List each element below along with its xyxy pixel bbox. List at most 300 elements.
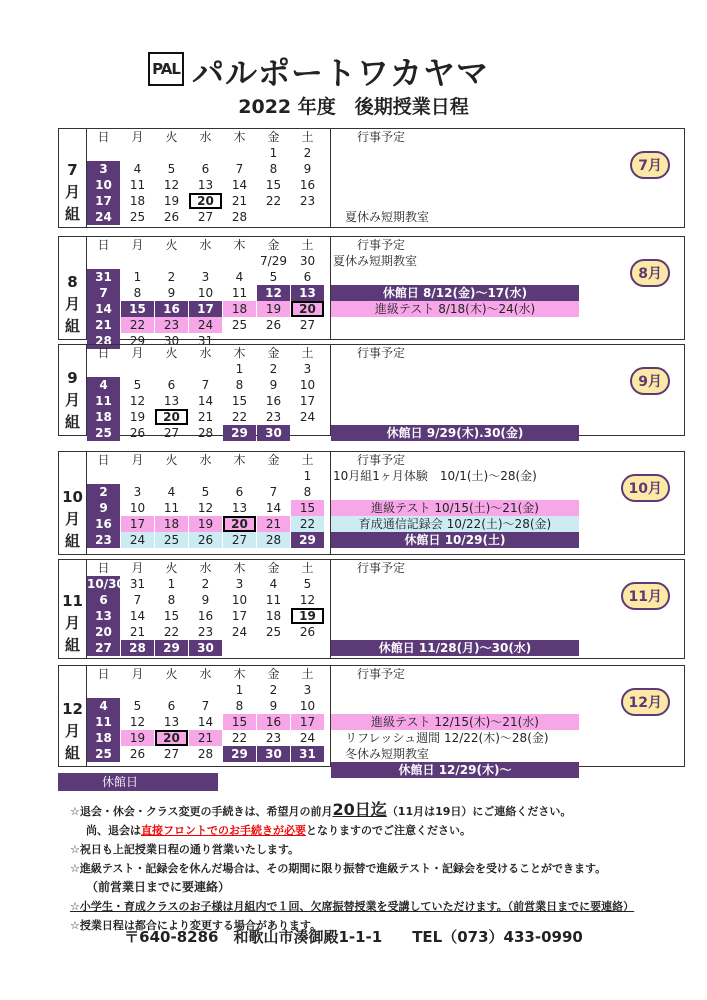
events-header: 行事予定 <box>357 667 406 681</box>
day-cell: 1 <box>133 270 142 284</box>
day-cell: 11 <box>87 714 120 730</box>
note-4: ☆進級テスト・記録会を休んだ場合は、その期間に限り振替で進級テスト・記録会を受けることができます。 <box>70 862 607 875</box>
day-cell: 13 <box>197 178 214 192</box>
weekday-label: 土 <box>301 346 314 360</box>
event-item: 夏休み短期教室 <box>345 210 430 224</box>
day-cell: 20 <box>223 516 256 532</box>
day-cell: 5 <box>303 577 312 591</box>
month-illustration: 12月 <box>621 688 670 716</box>
day-cell: 24 <box>299 731 316 745</box>
day-cell: 2 <box>269 362 278 376</box>
day-cell: 15 <box>231 394 248 408</box>
weekday-label: 金 <box>267 238 280 252</box>
day-cell: 23 <box>87 532 120 548</box>
weekday-label: 土 <box>301 238 314 252</box>
weekday-label: 水 <box>199 130 212 144</box>
weekday-label: 水 <box>199 453 212 467</box>
month-label-char: 組 <box>64 636 80 654</box>
day-cell: 4 <box>133 162 142 176</box>
day-cell: 27 <box>299 318 316 332</box>
event-item: 休館日 9/29(木).30(金) <box>331 425 579 441</box>
day-cell: 25 <box>155 532 188 548</box>
day-cell <box>155 253 188 269</box>
events-header: 行事予定 <box>357 453 406 467</box>
week-row <box>87 746 325 762</box>
day-cell: 28 <box>121 640 154 656</box>
events-column <box>330 129 684 227</box>
day-cell: 12 <box>257 285 290 301</box>
day-cell <box>189 361 222 377</box>
weekday-label: 水 <box>199 561 212 575</box>
day-cell: 10/30 <box>87 577 125 591</box>
day-cell: 29 <box>129 334 146 348</box>
events-column <box>330 452 684 554</box>
events-column <box>330 666 684 777</box>
day-cell: 7/29 <box>260 254 287 268</box>
events-header: 行事予定 <box>357 238 406 252</box>
day-cell <box>223 253 256 269</box>
weekday-label: 木 <box>233 346 246 360</box>
weekday-label: 火 <box>165 453 178 467</box>
weekday-label: 火 <box>165 667 178 681</box>
day-cell: 25 <box>87 746 120 762</box>
month-label-char: 11 <box>62 592 83 610</box>
day-cell: 22 <box>231 731 248 745</box>
week-row <box>87 608 325 624</box>
day-cell <box>155 682 188 698</box>
day-cell: 11 <box>129 178 146 192</box>
day-cell: 7 <box>87 285 120 301</box>
day-cell: 17 <box>299 394 316 408</box>
day-cell: 12 <box>163 178 180 192</box>
week-row <box>87 640 325 656</box>
day-cell: 13 <box>231 501 248 515</box>
day-cell: 21 <box>189 730 222 746</box>
weekday-header <box>87 129 325 145</box>
weekday-label: 土 <box>301 667 314 681</box>
day-cell: 31 <box>87 269 120 285</box>
month-label-char: 組 <box>64 413 80 431</box>
month-block <box>58 451 685 555</box>
month-label <box>59 345 87 435</box>
day-cell: 1 <box>235 683 244 697</box>
day-cell <box>87 145 120 161</box>
day-cell: 24 <box>231 625 248 639</box>
day-cell: 25 <box>87 425 120 441</box>
day-cell: 6 <box>167 378 176 392</box>
day-cell: 9 <box>201 593 210 607</box>
month-block <box>58 559 685 659</box>
day-cell: 27 <box>163 747 180 761</box>
day-cell: 2 <box>87 484 120 500</box>
day-cell: 2 <box>303 146 312 160</box>
month-block <box>58 128 685 228</box>
day-cell: 28 <box>231 210 248 224</box>
day-cell: 1 <box>303 469 312 483</box>
day-cell: 13 <box>87 608 120 624</box>
day-cell: 31 <box>129 577 146 591</box>
day-cell: 20 <box>291 301 324 317</box>
day-cell: 31 <box>197 334 214 348</box>
day-cell <box>189 468 222 484</box>
event-item: 進級テスト 12/15(木)～21(水) <box>331 714 579 730</box>
event-item: 休館日 11/28(月)～30(水) <box>331 640 579 656</box>
day-cell: 5 <box>201 485 210 499</box>
week-row <box>87 730 325 746</box>
month-label-char: 8 <box>67 273 78 291</box>
day-cell: 15 <box>121 301 154 317</box>
month-label-char: 組 <box>64 317 80 335</box>
day-cell: 26 <box>129 747 146 761</box>
day-cell: 10 <box>129 501 146 515</box>
day-cell: 18 <box>223 301 256 317</box>
day-cell: 10 <box>299 699 316 713</box>
weekday-label: 日 <box>97 453 110 467</box>
day-cell: 18 <box>87 730 120 746</box>
day-cell: 12 <box>197 501 214 515</box>
weekday-label: 金 <box>267 667 280 681</box>
day-cell: 29 <box>223 425 256 441</box>
month-illustration: 9月 <box>630 367 670 395</box>
day-cell: 8 <box>269 162 278 176</box>
day-cell: 21 <box>197 410 214 424</box>
weekday-header <box>87 452 325 468</box>
day-cell: 10 <box>299 378 316 392</box>
day-cell <box>121 145 154 161</box>
day-cell: 27 <box>163 426 180 440</box>
day-cell <box>87 682 120 698</box>
week-row <box>87 161 325 177</box>
weekday-label: 土 <box>301 453 314 467</box>
day-cell: 20 <box>87 624 120 640</box>
day-cell: 23 <box>265 731 282 745</box>
day-cell: 23 <box>197 625 214 639</box>
weekday-label: 火 <box>165 130 178 144</box>
day-cell: 24 <box>121 532 154 548</box>
day-cell <box>223 468 256 484</box>
day-cell <box>121 468 154 484</box>
month-label-char: 組 <box>64 205 80 223</box>
day-cell: 30 <box>299 254 316 268</box>
week-row <box>87 698 325 714</box>
weekday-header <box>87 237 325 253</box>
day-cell: 14 <box>265 501 282 515</box>
day-cell: 11 <box>231 286 248 300</box>
day-cell: 14 <box>231 178 248 192</box>
day-cell <box>121 361 154 377</box>
weekday-label: 日 <box>97 346 110 360</box>
weekday-label: 火 <box>165 346 178 360</box>
day-cell: 22 <box>231 410 248 424</box>
event-item: 休館日 10/29(土) <box>331 532 579 548</box>
month-illustration: 7月 <box>630 151 670 179</box>
day-cell: 7 <box>235 162 244 176</box>
events-header: 行事予定 <box>357 346 406 360</box>
day-grid <box>87 452 325 548</box>
day-cell: 15 <box>291 500 324 516</box>
event-item: リフレッシュ週間 12/22(木)～28(金) <box>345 731 549 745</box>
day-cell: 18 <box>87 409 120 425</box>
day-cell: 10 <box>231 593 248 607</box>
day-cell: 8 <box>303 485 312 499</box>
month-block <box>58 665 685 777</box>
day-cell: 16 <box>155 301 188 317</box>
day-cell <box>155 145 188 161</box>
weekday-label: 月 <box>131 561 144 575</box>
day-cell: 24 <box>189 317 222 333</box>
month-label <box>59 237 87 339</box>
note-7: ☆授業日程は都合により変更する場合があります。 <box>70 919 321 932</box>
month-label-char: 月 <box>64 614 80 632</box>
weekday-label: 木 <box>233 238 246 252</box>
weekday-label: 土 <box>301 561 314 575</box>
day-cell <box>189 253 222 269</box>
note-6: ☆小学生・育成クラスのお子様は月組内で１回、欠席振替授業を受講していただけます。（前営業日までに要連絡） <box>70 900 635 913</box>
day-cell: 8 <box>235 378 244 392</box>
day-cell: 7 <box>201 378 210 392</box>
day-cell <box>155 468 188 484</box>
day-cell: 16 <box>87 516 120 532</box>
day-cell: 9 <box>269 378 278 392</box>
weekday-label: 月 <box>131 667 144 681</box>
weekday-label: 火 <box>165 561 178 575</box>
day-cell: 22 <box>121 317 154 333</box>
month-label <box>59 129 87 227</box>
week-row <box>87 193 325 209</box>
weekday-label: 金 <box>267 130 280 144</box>
weekday-label: 土 <box>301 130 314 144</box>
event-item: 10月組1ヶ月体験 10/1(土)～28(金) <box>333 469 537 483</box>
day-cell: 15 <box>223 714 256 730</box>
events-header: 行事予定 <box>357 561 406 575</box>
day-cell: 3 <box>303 683 312 697</box>
brand-name: パルポートワカヤマ <box>192 54 490 92</box>
day-cell: 11 <box>87 393 120 409</box>
day-cell: 1 <box>269 146 278 160</box>
event-item: 進級テスト 10/15(土)～21(金) <box>331 500 579 516</box>
weekday-label: 水 <box>199 238 212 252</box>
day-cell: 13 <box>163 715 180 729</box>
note-2: 尚、退会は直接フロントでのお手続きが必要となりますのでご注意ください。 <box>86 824 471 837</box>
day-cell: 19 <box>129 410 146 424</box>
event-item: 育成通信記録会 10/22(土)～28(金) <box>331 516 579 532</box>
weekday-header <box>87 666 325 682</box>
day-cell: 29 <box>155 640 188 656</box>
day-cell <box>155 361 188 377</box>
month-label-char: 10 <box>62 488 83 506</box>
note-5: （前営業日までに要連絡） <box>86 880 231 894</box>
day-cell: 23 <box>265 410 282 424</box>
weekday-label: 金 <box>267 561 280 575</box>
day-cell: 19 <box>163 194 180 208</box>
weekday-label: 木 <box>233 453 246 467</box>
week-row <box>87 145 325 161</box>
day-cell <box>291 209 324 225</box>
day-grid <box>87 666 325 762</box>
day-cell: 6 <box>201 162 210 176</box>
day-cell: 9 <box>269 699 278 713</box>
day-cell: 29 <box>291 532 324 548</box>
day-cell: 28 <box>257 532 290 548</box>
week-row <box>87 714 325 730</box>
day-cell: 9 <box>167 286 176 300</box>
day-cell: 22 <box>291 516 324 532</box>
day-cell: 28 <box>197 747 214 761</box>
day-cell: 25 <box>265 625 282 639</box>
day-cell: 17 <box>231 609 248 623</box>
weekday-label: 月 <box>131 130 144 144</box>
day-cell: 24 <box>87 209 120 225</box>
day-cell: 2 <box>201 577 210 591</box>
month-block <box>58 236 685 348</box>
day-cell: 18 <box>155 516 188 532</box>
day-cell: 6 <box>87 592 120 608</box>
day-cell: 14 <box>197 715 214 729</box>
day-cell: 2 <box>167 270 176 284</box>
month-label-char: 9 <box>67 369 78 387</box>
day-cell: 21 <box>231 194 248 208</box>
day-cell: 4 <box>167 485 176 499</box>
week-row <box>87 361 325 377</box>
weekday-header <box>87 560 325 576</box>
day-cell: 6 <box>235 485 244 499</box>
day-grid <box>87 345 325 441</box>
month-label-char: 月 <box>64 722 80 740</box>
day-cell: 10 <box>197 286 214 300</box>
weekday-label: 木 <box>233 667 246 681</box>
week-row <box>87 682 325 698</box>
day-cell: 5 <box>269 270 278 284</box>
day-cell: 4 <box>87 377 120 393</box>
week-row <box>87 468 325 484</box>
day-cell: 7 <box>201 699 210 713</box>
day-cell: 28 <box>197 426 214 440</box>
week-row <box>87 576 325 592</box>
day-cell: 14 <box>129 609 146 623</box>
day-cell: 20 <box>155 409 188 425</box>
event-item: 夏休み短期教室 <box>333 254 418 268</box>
month-label-char: 組 <box>64 532 80 550</box>
day-cell: 21 <box>257 516 290 532</box>
day-cell: 3 <box>303 362 312 376</box>
day-cell <box>223 640 256 656</box>
day-cell: 1 <box>167 577 176 591</box>
weekday-label: 木 <box>233 561 246 575</box>
day-cell: 14 <box>87 301 120 317</box>
brand-logo: PAL <box>148 52 184 86</box>
day-cell: 3 <box>133 485 142 499</box>
month-label-char: 月 <box>64 510 80 528</box>
month-label-char: 12 <box>62 700 83 718</box>
week-row <box>87 624 325 640</box>
notes <box>70 800 700 935</box>
events-column <box>330 237 684 339</box>
day-cell <box>121 682 154 698</box>
day-cell <box>291 640 324 656</box>
day-cell: 6 <box>303 270 312 284</box>
day-cell: 2 <box>269 683 278 697</box>
day-cell: 27 <box>87 640 120 656</box>
day-cell: 9 <box>303 162 312 176</box>
day-cell <box>257 468 290 484</box>
week-row <box>87 393 325 409</box>
day-cell: 30 <box>257 746 290 762</box>
day-cell: 7 <box>269 485 278 499</box>
month-label-char: 組 <box>64 744 80 762</box>
month-label-char: 月 <box>64 295 80 313</box>
weekday-label: 日 <box>97 130 110 144</box>
day-cell: 13 <box>163 394 180 408</box>
event-item: 進級テスト 8/18(木)～24(水) <box>331 301 579 317</box>
page-title: 2022 年度 後期授業日程 <box>238 96 469 118</box>
day-cell: 20 <box>189 193 222 209</box>
day-grid <box>87 129 325 225</box>
day-cell: 26 <box>189 532 222 548</box>
month-label-char: 月 <box>64 391 80 409</box>
week-row <box>87 425 325 441</box>
day-cell: 5 <box>133 699 142 713</box>
week-row <box>87 269 325 285</box>
day-cell <box>189 145 222 161</box>
weekday-label: 水 <box>199 667 212 681</box>
day-cell: 8 <box>133 286 142 300</box>
weekday-label: 月 <box>131 238 144 252</box>
day-cell: 19 <box>189 516 222 532</box>
month-illustration: 8月 <box>630 259 670 287</box>
week-row <box>87 516 325 532</box>
day-cell: 15 <box>163 609 180 623</box>
day-cell: 12 <box>129 715 146 729</box>
day-cell: 17 <box>87 193 120 209</box>
day-cell: 30 <box>189 640 222 656</box>
note-1: ☆退会・休会・クラス変更の手続きは、希望月の前月20日迄（11月は19日）にご連絡ください。 <box>70 800 572 819</box>
day-cell: 19 <box>257 301 290 317</box>
day-cell: 21 <box>129 625 146 639</box>
day-cell: 5 <box>133 378 142 392</box>
day-cell: 30 <box>163 334 180 348</box>
day-cell: 13 <box>291 285 324 301</box>
weekday-label: 月 <box>131 453 144 467</box>
day-cell: 8 <box>235 699 244 713</box>
day-cell: 15 <box>265 178 282 192</box>
week-row <box>87 301 325 317</box>
week-row <box>87 484 325 500</box>
day-cell: 25 <box>129 210 146 224</box>
day-cell: 14 <box>197 394 214 408</box>
day-cell: 12 <box>129 394 146 408</box>
day-cell <box>87 253 120 269</box>
day-cell: 16 <box>257 714 290 730</box>
day-cell: 3 <box>201 270 210 284</box>
day-cell <box>87 361 120 377</box>
month-label-char: 7 <box>67 161 78 179</box>
day-cell: 26 <box>299 625 316 639</box>
day-cell: 26 <box>129 426 146 440</box>
day-cell: 19 <box>291 608 324 624</box>
weekday-header <box>87 345 325 361</box>
day-cell: 31 <box>291 746 324 762</box>
note-3: ☆祝日も上記授業日程の通り営業いたします。 <box>70 843 299 856</box>
day-cell: 4 <box>235 270 244 284</box>
month-block <box>58 344 685 440</box>
week-row <box>87 592 325 608</box>
week-row <box>87 317 325 333</box>
weekday-label: 日 <box>97 667 110 681</box>
week-row <box>87 177 325 193</box>
month-label-char: 月 <box>64 183 80 201</box>
events-column <box>330 345 684 440</box>
day-cell: 26 <box>265 318 282 332</box>
